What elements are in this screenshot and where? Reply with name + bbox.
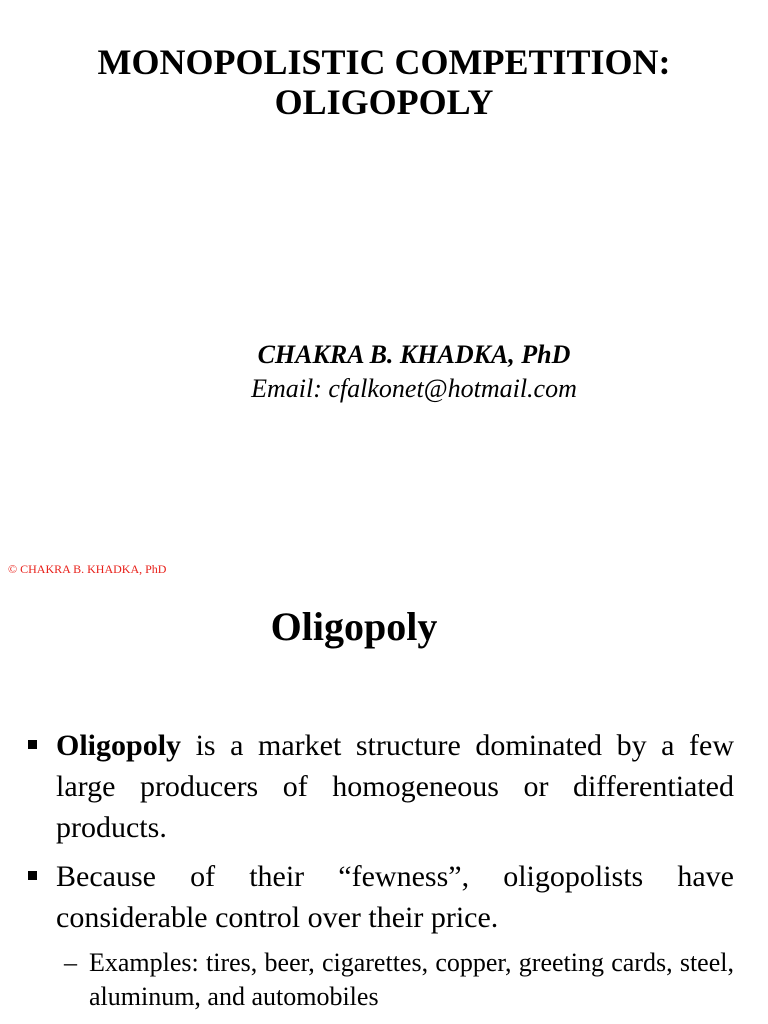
bullet-item — [56, 856, 734, 938]
sub-bullet-item — [64, 946, 734, 1014]
bullet-lead-term: Oligopoly — [56, 729, 182, 762]
slide-title — [0, 42, 768, 122]
title-line-1: MONOPOLISTIC COMPETITION: — [97, 42, 671, 82]
bullet-list — [0, 725, 768, 1014]
bullet-text: is a market structure dominated by a few large producers of homogeneous or differentiated products. — [56, 729, 734, 844]
dash-bullet-icon: – — [64, 948, 77, 977]
square-bullet-icon — [28, 740, 37, 749]
title-line-2: OLIGOPOLY — [274, 82, 494, 122]
sub-bullet-text: Examples: tires, beer, cigarettes, copper, greeting cards, steel, aluminum, and automobiles — [89, 948, 734, 1011]
copyright-notice: © CHAKRA B. KHADKA, PhD — [8, 562, 167, 576]
author-name: CHAKRA B. KHADKA, PhD — [257, 340, 571, 369]
section-title: Oligopoly — [270, 604, 438, 649]
bullet-text: Because of their “fewness”, oligopolists have considerable control over their price. — [56, 860, 734, 934]
author-email: Email: cfalkonet@hotmail.com — [251, 374, 577, 403]
square-bullet-icon — [28, 871, 37, 880]
content-slide — [0, 585, 768, 1024]
bullet-item — [56, 725, 734, 848]
